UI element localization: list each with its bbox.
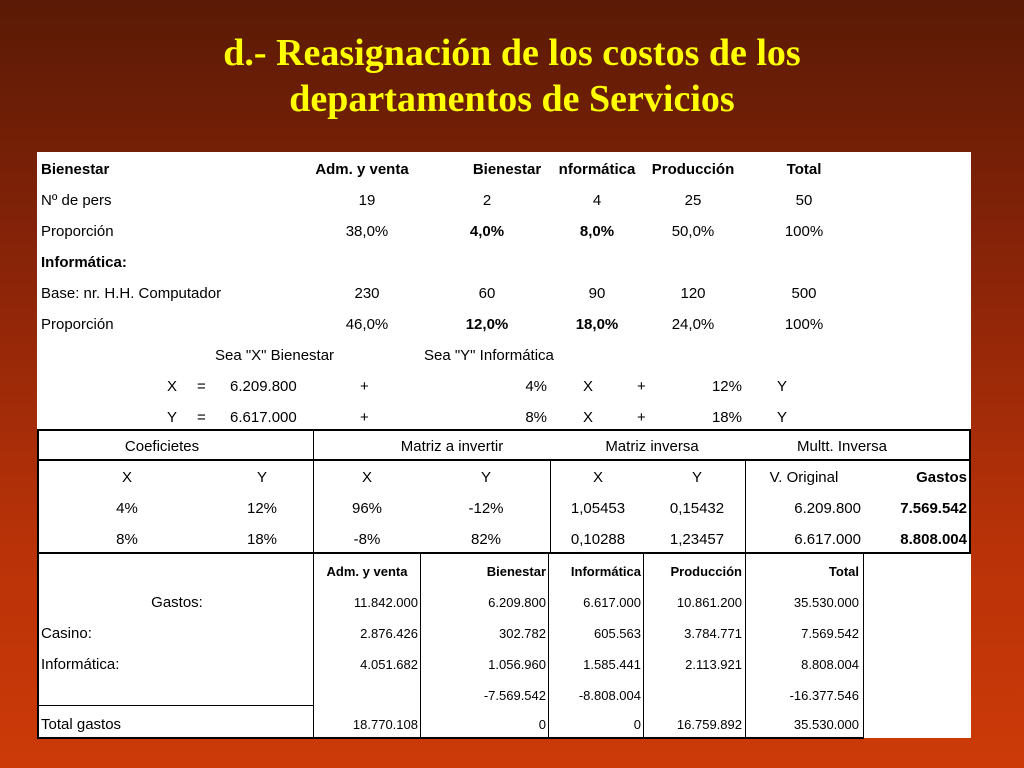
eq2-coef-x: 8% [525, 409, 547, 426]
prop1-informatica: 8,0% [579, 223, 615, 240]
gastos-informatica: 6.617.000 [583, 595, 641, 610]
top-header-adm: Adm. y venta [315, 161, 409, 178]
base-produccion: 120 [680, 285, 706, 302]
eq2-equals: = [197, 409, 206, 426]
matrix-sub-inv-y: Y [480, 469, 491, 486]
matrix-right-border [969, 429, 971, 554]
matrix-sub-coef-y: Y [256, 469, 267, 486]
eq2-var-x: X [583, 409, 594, 426]
informatica-section-label: Informática: [41, 254, 127, 271]
casino-informatica: 605.563 [594, 626, 641, 641]
eq2-plus-2: + [637, 409, 646, 426]
eq2-constant: 6.617.000 [230, 409, 297, 426]
informatica-total: 8.808.004 [801, 657, 859, 672]
matrix-sub-voriginal: V. Original [769, 469, 839, 486]
matrix-header-multt: Multt. Inversa [796, 438, 888, 455]
npers-total: 50 [795, 192, 813, 209]
bottom-divider-5 [745, 552, 746, 738]
spreadsheet [37, 152, 971, 738]
top-header-label: Bienestar [41, 161, 110, 178]
eq1-lhs: X [167, 378, 178, 395]
eq1-coef-x: 4% [525, 378, 547, 395]
prop2-informatica: 18,0% [575, 316, 619, 333]
eq1-coef-y: 12% [711, 378, 742, 395]
eq2-coef-y: 18% [711, 409, 742, 426]
base-informatica: 90 [588, 285, 606, 302]
matrix-divider-2 [550, 459, 551, 554]
base-adm: 230 [354, 285, 380, 302]
neg-bienestar: -7.569.542 [483, 688, 546, 703]
prop2-produccion: 24,0% [671, 316, 715, 333]
matrix-r2-inversa-y: 1,23457 [669, 531, 725, 548]
matrix-r2-inv-x: -8% [353, 531, 381, 548]
casino-produccion: 3.784.771 [684, 626, 742, 641]
eq2-var-y: Y [777, 409, 788, 426]
eq1-var-x: X [583, 378, 594, 395]
bottom-header-bienestar: Bienestar [486, 564, 546, 579]
prop1-label: Proporción [41, 223, 114, 240]
matrix-sub-inversa-x: X [592, 469, 603, 486]
matrix-header-inversa: Matriz inversa [605, 438, 699, 455]
matrix-header-invertir: Matriz a invertir [400, 438, 504, 455]
title-line-2: departamentos de Servicios [289, 78, 735, 120]
total-row-border [37, 705, 313, 706]
base-total: 500 [791, 285, 817, 302]
prop1-adm: 38,0% [345, 223, 389, 240]
bottom-divider-4 [643, 552, 644, 738]
eq2-lhs: Y [167, 409, 178, 426]
neg-informatica: -8.808.004 [578, 688, 641, 703]
gastos-produccion: 10.861.200 [676, 595, 742, 610]
gastos-total: 35.530.000 [793, 595, 859, 610]
matrix-sub-inv-x: X [361, 469, 372, 486]
matrix-sub-inversa-y: Y [691, 469, 702, 486]
matrix-r2-inversa-x: 0,10288 [570, 531, 626, 548]
gastos-label: Gastos: [151, 594, 203, 611]
npers-produccion: 25 [684, 192, 702, 209]
matrix-r1-inversa-y: 0,15432 [669, 500, 725, 517]
matrix-r1-inv-y: -12% [468, 500, 504, 517]
total-gastos-adm: 18.770.108 [352, 717, 418, 732]
neg-total: -16.377.546 [789, 688, 859, 703]
gastos-adm: 11.842.000 [353, 595, 418, 610]
eq1-var-y: Y [777, 378, 788, 395]
top-header-produccion: Producción [651, 161, 735, 178]
informatica-adm: 4.051.682 [360, 657, 418, 672]
prop1-produccion: 50,0% [671, 223, 715, 240]
prop2-label: Proporción [41, 316, 114, 333]
matrix-header-coef: Coeficietes [124, 438, 200, 455]
eq1-plus-1: + [360, 378, 369, 395]
npers-label: Nº de pers [41, 192, 112, 209]
matrix-r1-inversa-x: 1,05453 [570, 500, 626, 517]
gastos-bienestar: 6.209.800 [488, 595, 546, 610]
top-header-bienestar: Bienestar [472, 161, 542, 178]
informatica-informatica: 1.585.441 [583, 657, 641, 672]
total-gastos-bienestar: 0 [538, 717, 546, 732]
eq1-plus-2: + [637, 378, 646, 395]
eq2-plus-1: + [360, 409, 369, 426]
bottom-header-informatica: Informática [570, 564, 641, 579]
matrix-r1-gastos: 7.569.542 [900, 500, 967, 517]
bottom-divider-1 [313, 552, 314, 738]
prop2-bienestar: 12,0% [465, 316, 509, 333]
matrix-r2-gastos: 8.808.004 [900, 531, 967, 548]
total-gastos-informatica: 0 [633, 717, 641, 732]
bottom-divider-2 [420, 552, 421, 738]
prop1-bienestar: 4,0% [469, 223, 505, 240]
casino-label: Casino: [41, 625, 92, 642]
sheet-left-border [37, 429, 39, 738]
sea-x-text: Sea "X" Bienestar [215, 347, 335, 364]
casino-adm: 2.876.426 [360, 626, 418, 641]
bottom-header-total: Total [828, 564, 859, 579]
casino-bienestar: 302.782 [499, 626, 546, 641]
total-gastos-total: 35.530.000 [793, 717, 859, 732]
total-gastos-label: Total gastos [41, 716, 122, 733]
npers-informatica: 4 [592, 192, 602, 209]
top-header-informatica: nformática [558, 161, 636, 178]
matrix-sub-coef-x: X [121, 469, 132, 486]
prop1-total: 100% [784, 223, 824, 240]
npers-bienestar: 2 [482, 192, 492, 209]
matrix-r2-coef-x: 8% [116, 531, 138, 548]
base-bienestar: 60 [478, 285, 496, 302]
matrix-r1-voriginal: 6.209.800 [794, 500, 861, 517]
bottom-divider-6 [863, 552, 864, 738]
bottom-header-produccion: Producción [670, 564, 742, 579]
informatica-label: Informática: [41, 656, 120, 673]
bottom-header-adm: Adm. y venta [326, 564, 408, 579]
bottom-divider-3 [548, 552, 549, 738]
matrix-divider-1 [313, 429, 314, 554]
matrix-sub-gastos: Gastos [916, 469, 967, 486]
sea-y-text: Sea "Y" Informática [424, 347, 554, 364]
matrix-r1-coef-y: 12% [246, 500, 278, 517]
slide-title [0, 30, 1024, 122]
prop2-adm: 46,0% [345, 316, 389, 333]
title-line-1: d.- Reasignación de los costos de los [223, 32, 801, 74]
matrix-r2-voriginal: 6.617.000 [794, 531, 861, 548]
matrix-r1-inv-x: 96% [351, 500, 383, 517]
informatica-bienestar: 1.056.960 [488, 657, 546, 672]
prop2-total: 100% [784, 316, 824, 333]
eq1-equals: = [197, 378, 206, 395]
informatica-produccion: 2.113.921 [685, 657, 742, 672]
total-gastos-produccion: 16.759.892 [676, 717, 742, 732]
eq1-constant: 6.209.800 [230, 378, 297, 395]
base-label: Base: nr. H.H. Computador [41, 285, 222, 302]
matrix-r2-coef-y: 18% [246, 531, 278, 548]
matrix-divider-3 [745, 459, 746, 554]
matrix-r2-inv-y: 82% [470, 531, 502, 548]
top-header-total: Total [786, 161, 822, 178]
matrix-r1-coef-x: 4% [116, 500, 138, 517]
casino-total: 7.569.542 [801, 626, 859, 641]
npers-adm: 19 [358, 192, 376, 209]
